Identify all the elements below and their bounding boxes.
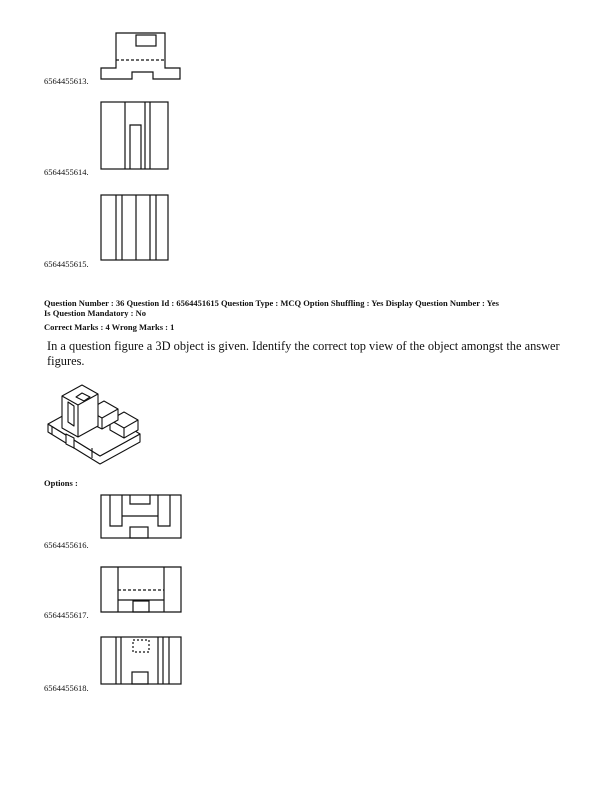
option-id: 6564455618. — [44, 683, 89, 693]
option-figure-6564455614 — [100, 101, 170, 171]
question-3d-figure — [44, 382, 144, 468]
question-marks: Correct Marks : 4 Wrong Marks : 1 — [44, 322, 175, 332]
question-meta: Question Number : 36 Question Id : 6564451615 Question Type : MCQ Option Shuffling : Yes Display Question Number : Yes — [44, 298, 499, 308]
option-id: 6564455617. — [44, 610, 89, 620]
option-figure-6564455618[interactable] — [100, 636, 184, 686]
option-id: 6564455616. — [44, 540, 89, 550]
option-figure-6564455617[interactable] — [100, 566, 184, 614]
options-label: Options : — [44, 478, 78, 488]
option-id: 6564455615. — [44, 259, 89, 269]
option-figure-6564455613 — [100, 30, 184, 82]
question-text: In a question figure a 3D object is given. Identify the correct top view of the object amongst the answer figures. — [47, 339, 560, 368]
option-id: 6564455614. — [44, 167, 89, 177]
option-figure-6564455615 — [100, 194, 170, 262]
option-figure-6564455616[interactable] — [100, 494, 184, 540]
option-id: 6564455613. — [44, 76, 89, 86]
question-mandatory: Is Question Mandatory : No — [44, 308, 147, 318]
